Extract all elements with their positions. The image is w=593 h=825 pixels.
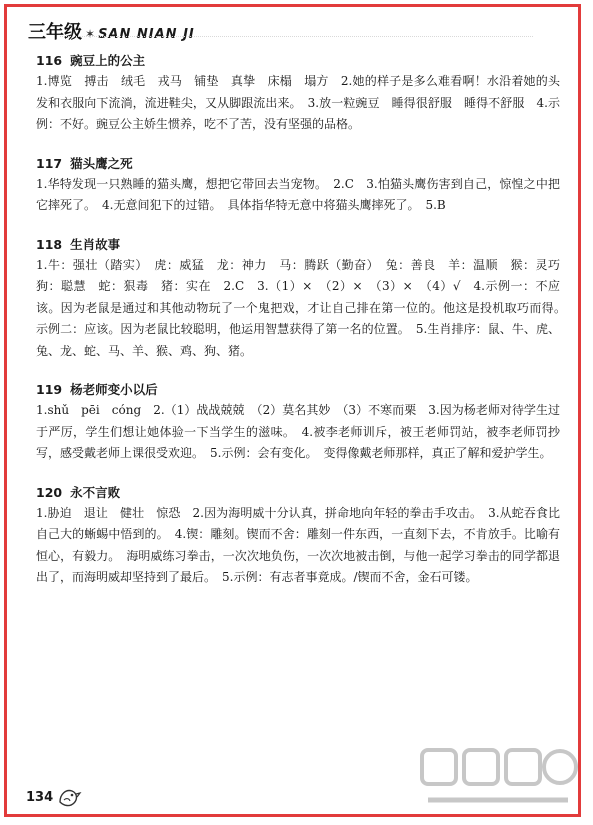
- watermark-stamp-icon: [418, 744, 578, 814]
- answer-content: [36, 52, 573, 608]
- section-body: 1.shǔ pēi cóng 2.（1）战战兢兢 （2）莫名其妙 （3）不寒而栗 3.因为杨老师对待学生过于严厉，学生们想让她体验一下当学生的滋味。 4.被李老师训斥，被王老师罚站，被李老师罚抄写，感受戴老师上课很受欢迎。 5.示例：会有变化。 变得像戴老师那样，真正了解和爱护学生。: [36, 403, 560, 460]
- section-body: 1.博览 搏击 绒毛 戎马 铺垫 真挚 床榻 塌方 2.她的样子是多么难看啊！水沿着她的头发和衣服向下流淌，流进鞋尖，又从脚跟流出来。 3.放一粒豌豆 睡得很舒服 睡得不舒服 4.示例：不好。豌豆公主娇生惯养，吃不了苦，没有坚强的品格。: [36, 74, 560, 131]
- section-title: 永不言败: [70, 484, 121, 500]
- section-number: 118: [36, 236, 63, 252]
- section-heading: [36, 52, 560, 70]
- section-number: 120: [36, 484, 63, 500]
- section-heading: [36, 155, 560, 173]
- section-title: 猫头鹰之死: [70, 155, 133, 171]
- section-body: 1.华特发现一只熟睡的猫头鹰，想把它带回去当宠物。 2.C 3.怕猫头鹰伤害到自己，惊惶之中把它摔死了。 4.无意间犯下的过错。 具体指华特无意中将猫头鹰摔死了。 5.B: [36, 176, 560, 212]
- section-body: 1.牛：强壮（踏实） 虎：威猛 龙：神力 马：腾跃（勤奋） 兔：善良 羊：温顺 猴：灵巧 狗：聪慧 蛇：狠毒 猪：实在 2.C 3.（1）× （2）× （3）× （4）√ 4.示例一：不应该。因为老鼠是通过和其他动物玩了一个鬼把戏，才让自己排在第一位的。他这是投机取巧而得。 示例二：应该。因为老鼠比较聪明，他运用智慧获得了第一名的位置。 5.生肖排序：鼠、牛、虎、兔、龙、蛇、马、羊、猴、鸡、狗、猪。: [36, 257, 573, 358]
- section-heading: [36, 484, 560, 502]
- bird-icon: [56, 784, 82, 810]
- answer-section: [36, 484, 560, 589]
- star-icon: ✶: [85, 27, 96, 41]
- section-title: 杨老师变小以后: [70, 382, 158, 397]
- section-title: 豌豆上的公主: [70, 53, 146, 68]
- section-heading: [36, 236, 560, 254]
- section-number: 119: [36, 382, 63, 397]
- section-body: 1.胁迫 退让 健壮 惊恐 2.因为海明威十分认真，拼命地向年轻的拳击手攻击。 3.从蛇吞食比自己大的蜥蜴中悟到的。 4.锲：雕刻。锲而不舍：雕刻一件东西，一直刻下去，不肯放手。比喻有恒心，有毅力。 海明威练习拳击，一次次地负伤，一次次地被击倒，与他一起学习拳击的同学都退出了，而海明威却坚持到了最后。 5.示例：有志者事竟成。/锲而不舍，金石可镂。: [36, 505, 560, 584]
- section-title: 生肖故事: [70, 236, 121, 252]
- answer-section: [36, 52, 560, 136]
- grade-label: 三年级: [28, 22, 82, 43]
- page-number: 134: [26, 790, 54, 805]
- section-heading: [36, 381, 560, 399]
- answer-section: [36, 236, 573, 363]
- section-number: 116: [36, 53, 63, 68]
- grade-pinyin: SAN NIAN JI: [98, 27, 195, 42]
- answer-section: [36, 155, 560, 217]
- header-rule: [60, 36, 533, 37]
- answer-section: [36, 381, 560, 465]
- section-number: 117: [36, 155, 63, 171]
